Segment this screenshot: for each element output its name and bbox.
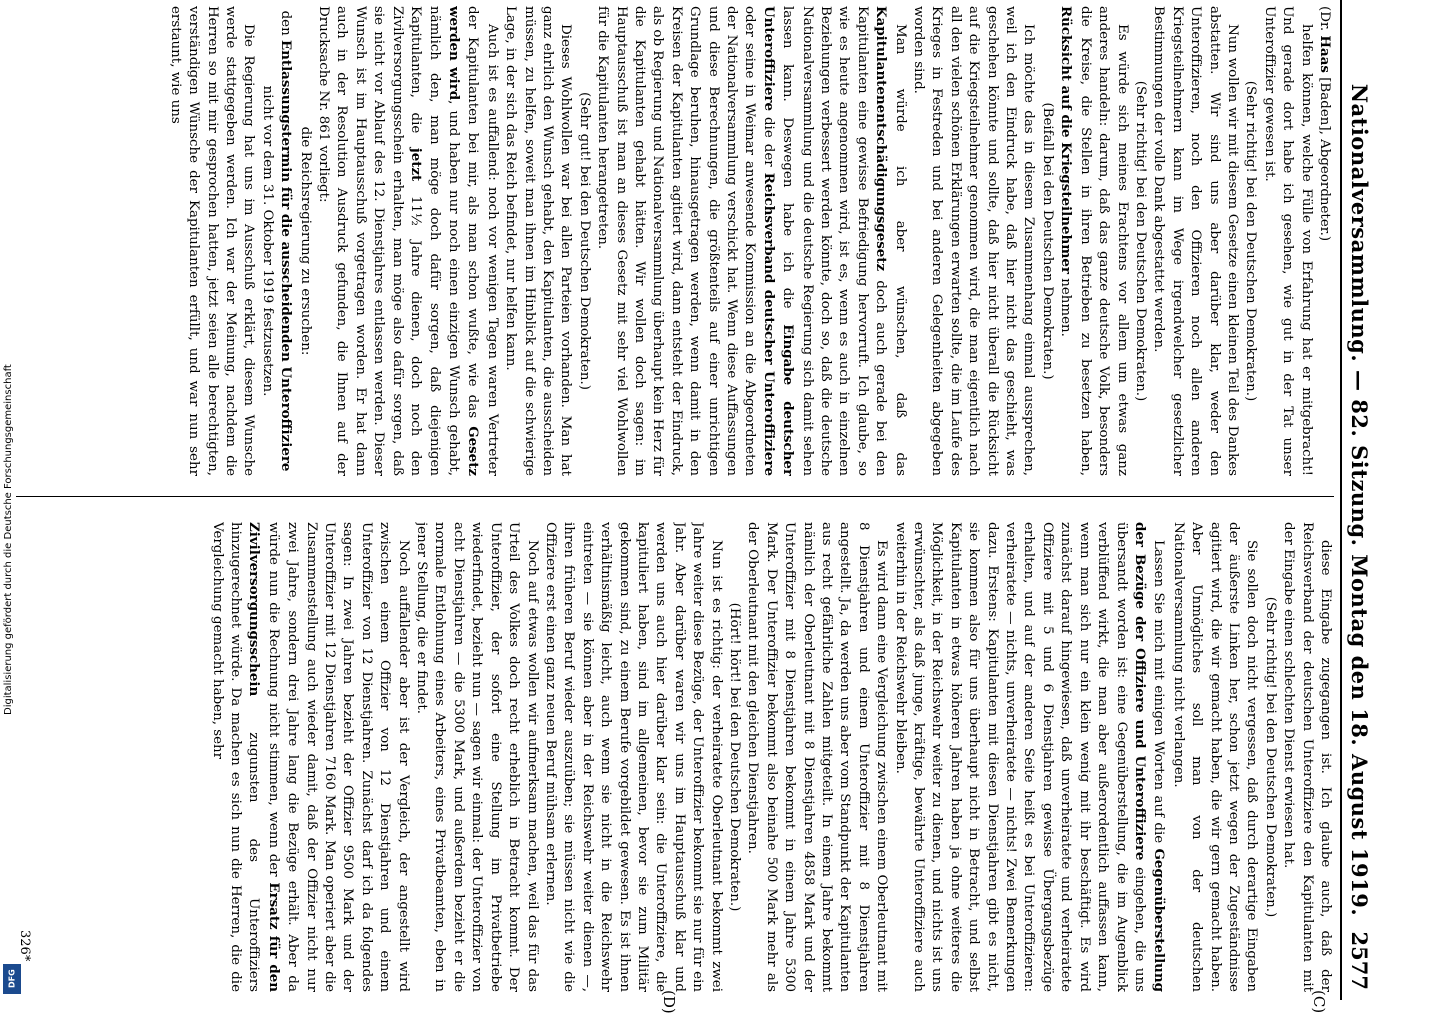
- paragraph: helfen können, welche Fülle von Erfahrung hat er mitgebracht! Und gerade dort habe ich gesehen, wie gut in der Tat unser Unteroffizier gewesen ist.: [1261, 6, 1314, 476]
- rotated-page: [4, 0, 1378, 1014]
- paragraph: Noch auf etwas wollen wir aufmerksam machen, weil das für das Urteil des Volkes doch recht erheblich in Betracht kommt. Der Unteroffizier, der sofort eine Stellung im Privatbetriebe wiederfindet, bezieht nun — sagen wir einmal: der Unteroffizier von acht Dienstjahren — die 5300 Mark, und außerdem bezieht er die normale Entlohnung eines Arbeiters, eines Privatbeamten, eben in jener Stellung, die er findet.: [414, 522, 540, 992]
- paragraph: Lassen Sie mich mit einigen Worten auf die Gegenüberstellung der Bezüge der Offiziere und Unteroffiziere eingehen, die uns übersandt worden ist: eine Gegenüberstellung, die im Augenblick verblüffend wirkt, die man aber außerordentlich auffassen kann, wenn man sich nur ein klein wenig mit ihr beschäftigt. Es wird zunächst darauf hingewiesen, daß unverheiratete und verheiratete Offiziere mit 5 und 6 Dienstjahren gewisse Übergangsbezüge erhalten, und auf der anderen Seite heißt es bei Unteroffizieren: verheiratete — nichts, unverheiratete — nichts! Zwei Bemerkungen dazu. Erstens: Kapitulanten mit diesen Dienstjahren gibt es nicht, sie kommen also für uns überhaupt nicht in Betracht, und selbst Kapitulanten in etwas höheren Jahren haben ja ohne weiteres die Möglichkeit, in der Reichswehr weiter zu dienen, und nichts ist uns erwünschter, als daß junge, kräftige, bewährte Unteroffiziere auch weiterhin in der Reichswehr bleiben.: [892, 522, 1168, 992]
- digitization-notice: Digitalisierung gefördert durch die Deutsche Forschungsgemeinschaft: [3, 364, 14, 716]
- page-title: Nationalversammlung. — 82. Sitzung. Montag den 18. August 1919.: [1347, 83, 1372, 917]
- paragraph: Noch auffallender aber ist der Vergleich, der angestellt wird zwischen einem Offizier von 12 Dienstjahren und einem Unteroffizier von 12 Dienstjahren. Zunächst darf ich da folgendes sagen: In zwei Jahren bezieht der Offizier 9500 Mark und der Unteroffizier mit 12 Dienstjahren 7160 Mark. Man operiert aber die Zusammenstellung auch wieder damit, daß der Offizier nicht nur zwei Jahre, sondern drei Jahre lang die Bezüge erhält. Aber da würde nun die Rechnung nicht stimmen, wenn der Ersatz für den Zivilversorgungsschein zugunsten des Unteroffiziers hinzugerechnet würde. Da machen es sich nun die Herren, die die Vergleichung gemacht haben, sehr: [209, 522, 411, 992]
- paragraph: (Sehr richtig! bei den Deutschen Demokraten.): [1132, 80, 1148, 402]
- paragraph: Dieses Wohlwollen war bei allen Parteien vorhanden. Man hat ganz ehrlich den Wunsch gehabt, den Kapitulanten, die ausscheiden müssen, zu helfen, soweit man ihnen im Hinblick auf die schwierige Lage, in der sich das Reich befindet, nur helfen kann.: [503, 6, 574, 476]
- paragraph: Sie sollen doch nicht vergessen, daß durch derartige Eingaben der äußerste Linken her, schon jetzt wegen der Zugeständnisse agitiert wird, die wir gemacht haben, die wir gern gemacht haben. Aber Unmögliches soll man von der deutschen Nationalversammlung nicht verlangen.: [1170, 522, 1260, 992]
- paragraph: (Sehr richtig! bei den Deutschen Demokraten.): [1243, 80, 1259, 402]
- left-column: [16, 6, 1334, 476]
- dfg-logo: DFG: [3, 964, 21, 994]
- paragraph: Ich möchte das in diesem Zusammenhang einmal aussprechen, weil ich den Eindruck habe, daß hier nicht das geschieht, was geschehen könnte und sollte, daß hier nicht überall die Rücksicht auf die Kriegsteilnehmer genommen wird, die man eigentlich nach all den vielen schönen Erklärungen erwarten sollte, die im Laufe des Krieges in Festreden und bei anderen Gelegenheiten abgegeben worden sind.: [911, 6, 1037, 476]
- paragraph: (Hört! hört! bei den Deutschen Demokraten.): [727, 602, 742, 912]
- margin-marker-c: (C): [1310, 990, 1328, 1014]
- paragraph: Es würde sich meines Erachtens vor allem um etwas ganz anderes handeln: darum, daß das ganze deutsche Volk, besonders die Kreise, die Stellen in ihren Betrieben zu besetzen haben, Rücksicht auf die Kriegsteilnehmer nehmen.: [1058, 6, 1130, 476]
- paragraph: Nun ist es richtig: der verheiratete Oberleutnant bekommt zwei Jahre weiter diese Bezüge, der Unteroffizier bekommt sie nur für ein Jahr. Aber darüber waren wir uns im Hauptausschuß klar und werden uns auch hier darüber klar sein: die Unteroffiziere, die kapituliert haben, sind im allgemeinen, bevor sie zum Militär gekommen sind, zu einem Berufe vorgebildet gewesen. Es ist ihnen verhältnismäßig leicht, auch wenn sie nicht in die Reichswehr eintreten — sie können aber in der Reichswehr weiter dienen —, ihren früheren Beruf wieder auszuüben; sie müssen nicht wie die Offiziere erst einen ganz neuen Beruf mühsam erlernen.: [542, 522, 724, 992]
- paragraph: Nun wollen wir mit diesem Gesetze einen kleinen Teil des Dankes abstatten. Wir sind uns aber darüber klar, weder den Unteroffizieren, noch den Offizieren noch allen anderen Kriegsteilnehmern kann im Wege irgendwelcher gesetzlicher Bestimmungen der volle Dank abgestattet werden.: [1151, 6, 1240, 476]
- paragraph: diese Eingabe zugegangen ist. Ich glaube auch, daß der Reichsverband der deutschen Unteroffiziere den Kapitulanten mit der Eingabe einen schlechten Dienst erwiesen hat.: [1281, 522, 1333, 992]
- footer-signature: 326*: [17, 930, 32, 962]
- right-column: [16, 522, 1334, 992]
- margin-marker-d: (D): [660, 990, 678, 1014]
- header-rule: [1340, 0, 1342, 1000]
- paragraph: (Beifall bei den Deutschen Demokraten.): [1039, 102, 1055, 380]
- page-header: [1338, 0, 1372, 1000]
- paragraph: die Reichsregierung zu ersuchen: den Entlassungstermin für die ausscheidenden Unteroffiziere nicht vor dem 31. Oktober 1919 festzusetzen.: [259, 10, 313, 472]
- paragraph: Die Regierung hat uns im Ausschuß erklärt, diesem Wunsche werde stattgegeben werden. Ich war der Meinung, nachdem die Herren so mit mir gesprochen hatten, jetzt seien alle berechtigten, verständigen Wünsche der Kapitulanten erfüllt, und war nun sehr erstaunt, wie uns: [167, 6, 257, 476]
- paragraph: (Sehr gut! bei den Deutschen Demokraten.): [576, 91, 592, 391]
- paragraph: Man würde ich aber wünschen, daß das Kapitulantenentschädigungsgesetz doch auch gerade bei den Kapitulanten eine gewisse Befriedigung hervorruft. Ich glaube, so wie es heute angenommen wird, ist es, wenn es auch in einzelnen Beziehungen verbessert werden könnte, doch so, daß die deutsche Nationalversammlung und die deutsche Regierung sich damit sehen lassen kann. Deswegen habe ich die Eingabe deutscher Unteroffiziere die der Reichsverband deutscher Unteroffiziere oder seine in Weimar anwesende Kommission an die Abgeordneten der Nationalversammlung verschickt hat. Wenn diese Auffassungen und diese Berechnungen, die größtenteils auf einer unrichtigen Grundlage beruhen, hinausgetragen werden, wenn damit in den Kreisen der Kapitulanten agitiert wird, dann entsteht der Eindruck, als ob Regierung und Nationalversammlung überhaupt kein Herz für die Kapitulanten gehabt hätten. Wir wollen doch sagen: im Hauptausschuß ist man an dieses Gesetz mit sehr viel Wohlwollen für die Kapitulanten herangetreten.: [595, 6, 908, 476]
- column-divider: [16, 496, 1334, 497]
- paragraph: (Sehr richtig! bei den Deutschen Demokraten.): [1262, 596, 1278, 918]
- paragraph: (Dr. Haas [Baden], Abgeordneter.): [1317, 6, 1333, 242]
- page-number: 2577: [1347, 931, 1372, 990]
- paragraph: Auch ist es auffallend: noch vor wenigen Tagen waren Vertreter der Kapitulanten bei mir, als man schon wußte, wie das Gesetz werden wird, und haben nur noch einen einzigen Wunsch gehabt, nämlich den, man möge doch dafür sorgen, daß diejenigen Kapitulanten, die jetzt 11½ Jahre dienen, doch noch den Zivilversorgungsschein erhalten, man möge also dafür sorgen, daß sie nicht vor Ablauf des 12. Dienstjahres entlassen werden. Dieser Wunsch ist im Hauptausschuß vorgetragen worden. Er hat dann auch in der Resolution Ausdruck gefunden, die Ihnen auf der Drucksache Nr. 861 vorliegt:: [316, 6, 500, 476]
- paragraph: Es wird dann eine Vergleichung zwischen einem Oberleutnant mit 8 Dienstjahren und einem Unteroffizier mit 8 Dienstjahren angestellt. Ja, da werden uns aber vom Standpunkt der Kapitulanten aus recht gefährliche Zahlen mitgeteilt. In einem Jahre bekommt nämlich der Oberleutnant mit 8 Dienstjahren 4858 Mark und der Unteroffizier mit 8 Dienstjahren bekommt in einem Jahre 5300 Mark. Der Unteroffizier bekommt also beinahe 500 Mark mehr als der Oberleutnant mit den gleichen Dienstjahren.: [745, 522, 890, 992]
